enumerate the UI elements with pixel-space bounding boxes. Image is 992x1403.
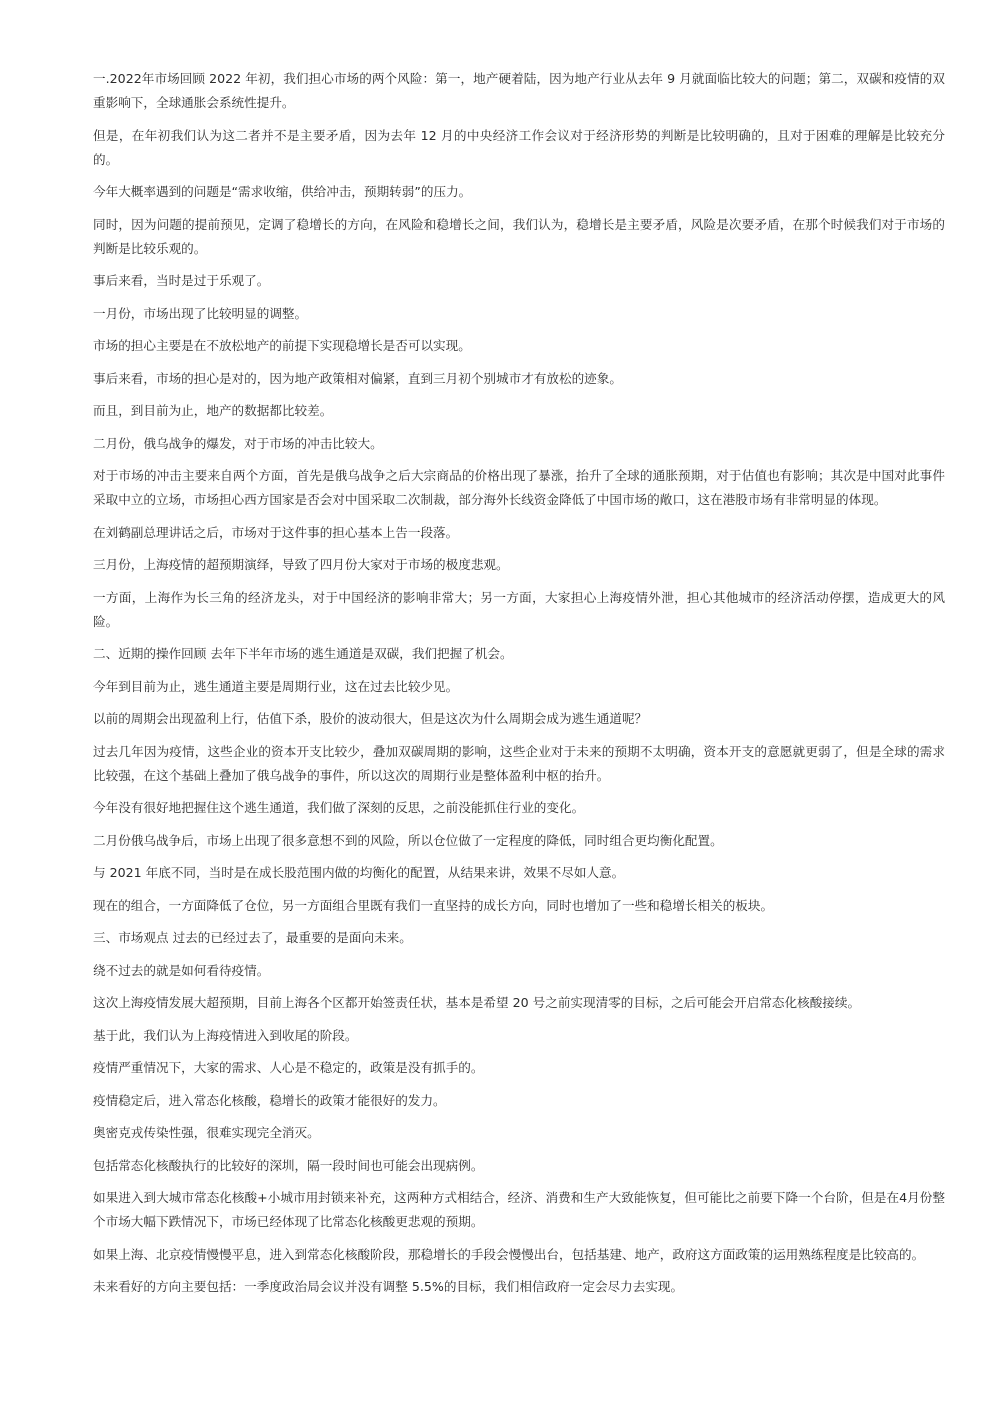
paragraph-32: 如果上海、北京疫情慢慢平息，进入到常态化核酸阶段，那稳增长的手段会慢慢出台，包括基建、地产，政府这方面政策的运用熟练程度是比较高的。 <box>93 1246 925 1262</box>
paragraph-31: 如果进入到大城市常态化核酸+小城市用封锁来补充，这两种方式相结合，经济、消费和生产大致能恢复，但可能比之前要下降一个台阶，但是在4月份整个市场大幅下跌情况下，市场已经体现了比常态化核酸更悲观的预期。 <box>93 1190 945 1229</box>
paragraph-5: 事后来看，当时是过于乐观了。 <box>93 273 270 288</box>
paragraph-6: 一月份，市场出现了比较明显的调整。 <box>93 305 308 321</box>
paragraph-18: 过去几年因为疫情，这些企业的资本开支比较少，叠加双碳周期的影响，这些企业对于未来的预期不太明确，资本开支的意愿就更弱了，但是全球的需求比较强，在这个基础上叠加了俄乌战争的事件，所以这次的周期行业是整体盈利中枢的抬升。 <box>93 743 945 783</box>
paragraph-19: 今年没有很好地把握住这个逃生通道，我们做了深刻的反思，之前没能抓住行业的变化。 <box>93 800 585 815</box>
paragraph-29: 奥密克戎传染性强，很难实现完全消灭。 <box>93 1125 320 1140</box>
paragraph-30: 包括常态化核酸执行的比较好的深圳，隔一段时间也可能会出现病例。 <box>93 1157 484 1173</box>
paragraph-2: 但是，在年初我们认为这二者并不是主要矛盾，因为去年 12 月的中央经济工作会议对于经济形势的判断是比较明确的，且对于困难的理解是比较充分的。 <box>93 127 945 167</box>
paragraph-17: 以前的周期会出现盈利上行，估值下杀，股价的波动很大，但是这次为什么周期会成为逃生通道呢？ <box>93 711 648 726</box>
paragraph-22: 现在的组合，一方面降低了仓位，另一方面组合里既有我们一直坚持的成长方向，同时也增加了一些和稳增长相关的板块。 <box>93 897 774 913</box>
paragraph-21: 与 2021 年底不同，当时是在成长股范围内做的均衡化的配置，从结果来讲，效果不尽如人意。 <box>93 865 625 880</box>
document-body <box>93 67 945 1308</box>
paragraph-14: 一方面，上海作为长三角的经济龙头，对于中国经济的影响非常大；另一方面，大家担心上海疫情外泄，担心其他城市的经济活动停摆，造成更大的风险。 <box>93 589 945 629</box>
paragraph-20: 二月份俄乌战争后，市场上出现了很多意想不到的风险，所以仓位做了一定程度的降低，同时组合更均衡化配置。 <box>93 832 723 848</box>
section-heading-3: 三、市场观点 过去的已经过去了，最重要的是面向未来。 <box>93 930 412 945</box>
paragraph-8: 事后来看，市场的担心是对的，因为地产政策相对偏紧，直到三月初个别城市才有放松的迹象。 <box>93 370 622 386</box>
paragraph-1: 一.2022年市场回顾 2022 年初，我们担心市场的两个风险：第一，地产硬着陆，因为地产行业从去年 9 月就面临比较大的问题；第二，双碳和疫情的双重影响下，全球通胀会系统性提升。 <box>93 71 945 110</box>
paragraph-3: 今年大概率遇到的问题是“需求收缩，供给冲击，预期转弱”的压力。 <box>93 184 472 199</box>
paragraph-16: 今年到目前为止，逃生通道主要是周期行业，这在过去比较少见。 <box>93 678 459 694</box>
paragraph-26: 基于此，我们认为上海疫情进入到收尾的阶段。 <box>93 1027 358 1043</box>
paragraph-11: 对于市场的冲击主要来自两个方面，首先是俄乌战争之后大宗商品的价格出现了暴涨，抬升了全球的通胀预期，对于估值也有影响；其次是中国对此事件采取中立的立场，市场担心西方国家是否会对中国采取二次制裁，部分海外长线资金降低了中国市场的敞口，这在港股市场有非常明显的体现。 <box>93 468 945 507</box>
paragraph-33: 未来看好的方向主要包括：一季度政治局会议并没有调整 5.5%的目标，我们相信政府一定会尽力去实现。 <box>93 1279 684 1294</box>
paragraph-27: 疫情严重情况下，大家的需求、人心是不稳定的，政策是没有抓手的。 <box>93 1060 484 1075</box>
section-heading-2: 二、近期的操作回顾 去年下半年市场的逃生通道是双碳，我们把握了机会。 <box>93 646 513 661</box>
paragraph-10: 二月份，俄乌战争的爆发，对于市场的冲击比较大。 <box>93 435 383 451</box>
paragraph-25: 这次上海疫情发展大超预期，目前上海各个区都开始签责任状，基本是希望 20 号之前实现清零的目标，之后可能会开启常态化核酸接续。 <box>93 995 861 1010</box>
paragraph-7: 市场的担心主要是在不放松地产的前提下实现稳增长是否可以实现。 <box>93 338 471 353</box>
paragraph-28: 疫情稳定后，进入常态化核酸，稳增长的政策才能很好的发力。 <box>93 1092 446 1108</box>
paragraph-4: 同时，因为问题的提前预见，定调了稳增长的方向，在风险和稳增长之间，我们认为，稳增长是主要矛盾，风险是次要矛盾，在那个时候我们对于市场的判断是比较乐观的。 <box>93 216 945 256</box>
paragraph-12: 在刘鹤副总理讲话之后，市场对于这件事的担心基本上告一段落。 <box>93 524 459 540</box>
paragraph-24: 绕不过去的就是如何看待疫情。 <box>93 962 270 978</box>
paragraph-9: 而且，到目前为止，地产的数据都比较差。 <box>93 403 333 418</box>
paragraph-13: 三月份，上海疫情的超预期演绎，导致了四月份大家对于市场的极度悲观。 <box>93 557 509 572</box>
